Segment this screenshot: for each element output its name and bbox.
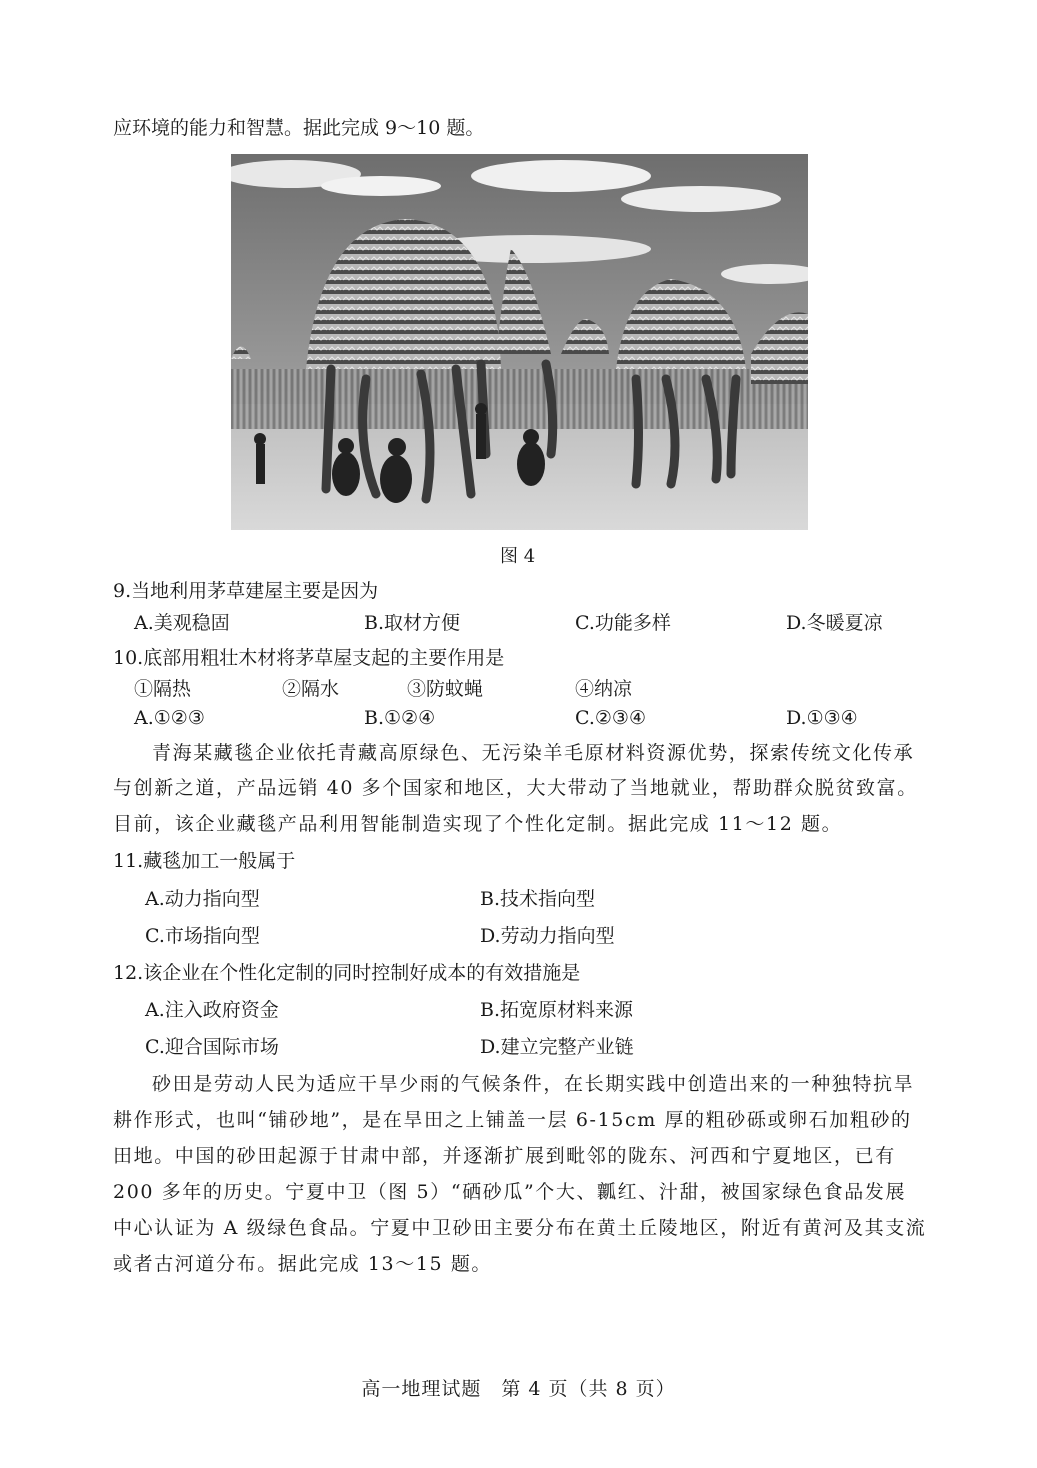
q10-item-2: ②隔水 (282, 678, 340, 700)
q11-option-b[interactable]: B.技术指向型 (480, 888, 596, 910)
q11-option-d[interactable]: D.劳动力指向型 (480, 925, 615, 947)
passage3-line-4: 200 多年的历史。宁夏中卫（图 5）“硒砂瓜”个大、瓤红、汁甜，被国家绿色食品发展 (113, 1181, 907, 1203)
q10-item-1: ①隔热 (134, 678, 192, 700)
q12-stem: 12.该企业在个性化定制的同时控制好成本的有效措施是 (113, 962, 581, 984)
passage3-line-2: 耕作形式，也叫“铺砂地”，是在旱田之上铺盖一层 6-15cm 厚的粗砂砾或卵石加粗砂的 (113, 1109, 912, 1131)
passage3-line-6: 或者古河道分布。据此完成 13～15 题。 (113, 1253, 493, 1275)
thatched-huts-photo (231, 154, 808, 530)
q11-option-a[interactable]: A.动力指向型 (145, 888, 260, 910)
figure4-caption: 图 4 (500, 546, 536, 567)
q10-option-b[interactable]: B.①②④ (364, 707, 436, 729)
q9-option-a[interactable]: A.美观稳固 (134, 612, 230, 634)
passage3-line-3: 田地。中国的砂田起源于甘肃中部，并逐渐扩展到毗邻的陇东、河西和宁夏地区，已有 (113, 1145, 896, 1167)
q11-option-c[interactable]: C.市场指向型 (145, 925, 260, 947)
q9-option-c[interactable]: C.功能多样 (575, 612, 671, 634)
q10-option-d[interactable]: D.①③④ (786, 707, 858, 729)
passage2-line-2: 与创新之道，产品远销 40 多个国家和地区，大大带动了当地就业，帮助群众脱贫致富。 (113, 777, 918, 799)
q10-option-c[interactable]: C.②③④ (575, 707, 646, 729)
intro-tail-text: 应环境的能力和智慧。据此完成 9～10 题。 (113, 117, 485, 139)
q10-item-4: ④纳凉 (575, 678, 633, 700)
q9-option-b[interactable]: B.取材方便 (364, 612, 461, 634)
passage3-line-1: 砂田是劳动人民为适应干旱少雨的气候条件，在长期实践中创造出来的一种独特抗旱 (152, 1073, 915, 1095)
passage2-line-1: 青海某藏毯企业依托青藏高原绿色、无污染羊毛原材料资源优势，探索传统文化传承 (152, 742, 915, 764)
passage2-line-3: 目前，该企业藏毯产品利用智能制造实现了个性化定制。据此完成 11～12 题。 (113, 813, 843, 835)
q9-stem: 9.当地利用茅草建屋主要是因为 (113, 580, 379, 602)
q12-option-d[interactable]: D.建立完整产业链 (480, 1036, 634, 1058)
q11-stem: 11.藏毯加工一般属于 (113, 850, 296, 872)
q10-option-a[interactable]: A.①②③ (134, 707, 205, 729)
q10-stem: 10.底部用粗壮木材将茅草屋支起的主要作用是 (113, 647, 505, 669)
page-footer: 高一地理试题 第 4 页（共 8 页） (361, 1378, 676, 1400)
q12-option-c[interactable]: C.迎合国际市场 (145, 1036, 279, 1058)
q9-option-d[interactable]: D.冬暖夏凉 (786, 612, 883, 634)
q10-item-3: ③防蚊蝇 (407, 678, 484, 700)
passage3-line-5: 中心认证为 A 级绿色食品。宁夏中卫砂田主要分布在黄土丘陵地区，附近有黄河及其支流 (113, 1217, 927, 1239)
q12-option-a[interactable]: A.注入政府资金 (145, 999, 279, 1021)
q12-option-b[interactable]: B.拓宽原材料来源 (480, 999, 634, 1021)
